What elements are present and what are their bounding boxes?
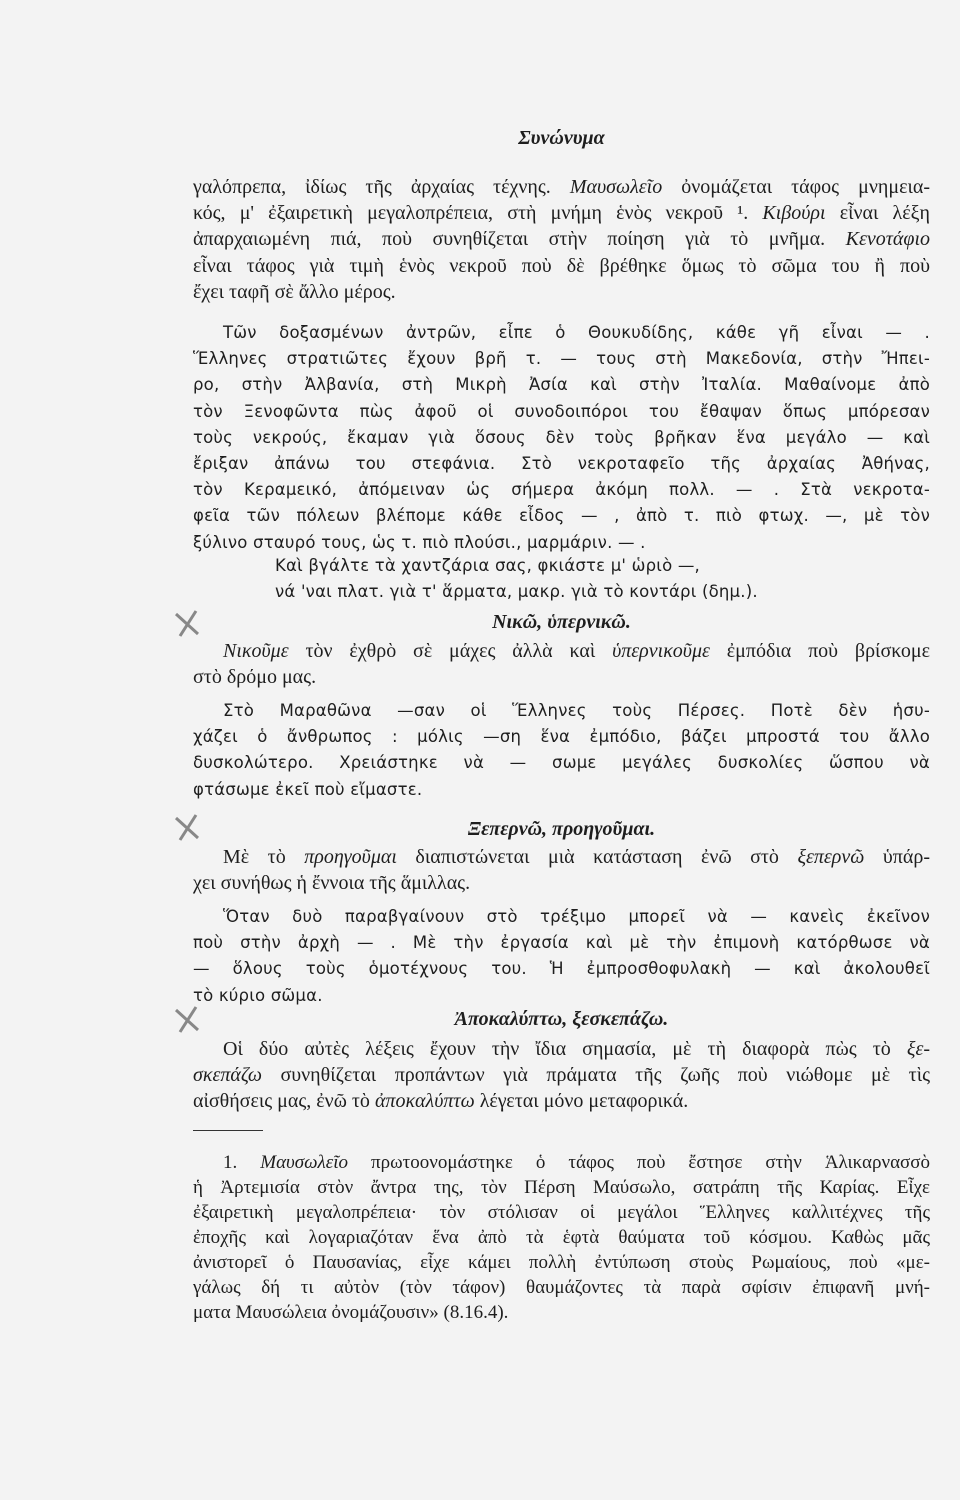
text-run: τὸν Κεραμεικό, ἀπόμειναν ὡς σήμερα ἀκόμη πολλ. — . Στὰ νεκροτα- — [193, 480, 930, 500]
text-line — [193, 372, 930, 398]
italic-term: ὑπερνικοῦμε — [612, 640, 710, 662]
text-line — [193, 1150, 930, 1175]
text-run: Ἕλληνες στρατιῶτες ἔχουν βρῆ τ. — τους στὴ Μακεδονία, στὴν Ἤπει- — [193, 349, 930, 369]
text-line — [193, 904, 930, 930]
footnote-divider — [193, 1130, 263, 1131]
text-line — [193, 530, 930, 556]
text-run: ἡ Ἀρτεμισία στὸν ἄντρα της, τὸν Πέρση Μαύσωλο, σατράπη τῆς Καρίας. Εἶχε — [193, 1177, 930, 1198]
text-run: τὸ κύριο σῶμα. — [193, 985, 323, 1005]
text-line — [193, 930, 930, 956]
italic-term: ἀποκαλύπτω — [374, 1090, 475, 1113]
heading-niko: Νικῶ, ὑπερνικῶ. — [492, 611, 631, 633]
text-line — [275, 579, 875, 605]
text-run: συνηθίζεται προπάντων γιὰ πράματα τῆς ζωῆς ποὺ νιώθομε μὲ τὶς — [261, 1064, 930, 1087]
text-run: Καὶ βγάλτε τὰ χαντζάρια σας, φκιάστε μ' ὡριὸ —, — [275, 556, 700, 575]
text-run: Μὲ τὸ — [223, 846, 305, 868]
text-run: — ὅλους τοὺς ὁμοτέχνους του. Ἡ ἐμπροσθοφυλακὴ — καὶ ἀκολουθεῖ — [193, 959, 930, 979]
text-run: ὑπάρ- — [864, 846, 931, 868]
paragraph-xeperno-definition — [193, 844, 930, 896]
text-line — [193, 1036, 930, 1062]
text-run: τὸν ἐχθρὸ σὲ μάχες ἀλλὰ καὶ — [288, 640, 613, 662]
text-run: ματα Μαυσώλεια ὀνομάζουσιν» (8.16.4). — [193, 1302, 509, 1323]
text-line — [193, 477, 930, 503]
text-run: ποὺ στὴν ἀρχὴ — . Μὲ τὴν ἐργασία καὶ μὲ τὴν ἐπιμονὴ κατόρθωσε νὰ — [193, 933, 930, 953]
italic-term: Κενοτάφιο — [845, 228, 930, 251]
text-run: φτάσωμε ἐκεῖ ποὺ εἴμαστε. — [193, 779, 423, 799]
footnote — [193, 1150, 930, 1325]
paragraph-mausoleum — [193, 174, 930, 305]
paragraph-thucydides — [193, 320, 930, 556]
text-line — [193, 983, 930, 1009]
text-run: γάλως δή τι αὐτὸν (τὸν τάφον) θαυμάζοντες τὰ παρὰ σφίσιν ἐπιφανῆ μνή- — [193, 1277, 930, 1298]
italic-term: Κιβούρι — [762, 202, 826, 225]
text-run: πρωτοονομάστηκε ὁ τάφος ποὺ ἔστησε στὴν Ἁλικαρνασσὸ — [348, 1152, 931, 1173]
text-line — [193, 664, 930, 690]
text-line — [275, 553, 875, 579]
text-line — [193, 750, 930, 776]
text-run: ξύλινο σταυρό τους, ὡς τ. πιὸ πλούσι., μαρμάριν. — . — [193, 532, 646, 552]
text-run: ἀπαρχαιωμένη πιά, ποὺ συνηθίζεται στὴν ποίηση γιὰ τὸ μνῆμα. — [193, 228, 846, 251]
text-line — [193, 1088, 930, 1114]
text-run: ρο, στὴν Ἀλβανία, στὴ Μικρὴ Ἀσία καὶ στὴν Ἰταλία. Μαθαίνομε ἀπὸ — [193, 375, 930, 395]
paragraph-niko-exercise — [193, 698, 930, 803]
text-run: ἀνιστορεῖ ὁ Παυσανίας, εἶχε κάμει πολλὴ ἐντύπωση στοὺς Ρωμαίους, ποὺ «με- — [193, 1252, 930, 1273]
italic-term: Μαυσωλεῖο — [260, 1152, 349, 1173]
text-line — [193, 399, 930, 425]
text-line — [193, 320, 930, 346]
paragraph-apokalypto-definition — [193, 1036, 930, 1115]
text-line — [193, 279, 930, 305]
italic-term: Μαυσωλεῖο — [569, 176, 663, 198]
text-run: λέγεται μόνο μεταφορικά. — [474, 1090, 689, 1113]
text-line — [193, 1175, 930, 1200]
text-run: κός, μ' ἐξαιρετικὴ μεγαλοπρέπεια, στὴ μνήμη ἑνὸς νεκροῦ ¹. — [193, 202, 763, 225]
text-line — [193, 956, 930, 982]
text-run: ἔχει ταφῆ σὲ ἄλλο μέρος. — [193, 280, 396, 303]
text-line — [193, 200, 930, 226]
text-run: τὸν Ξενοφῶντα πὼς ἀφοῦ οἱ συνοδοιπόροι του ἔθαψαν ὅπως μπόρεσαν — [193, 401, 930, 421]
text-line — [193, 451, 930, 477]
italic-term: σκεπάζω — [193, 1064, 262, 1087]
text-line — [193, 226, 930, 252]
paragraph-niko-definition — [193, 638, 930, 690]
text-run: Οἱ δύο αὐτὲς λέξεις ἔχουν τὴν ἴδια σημασία, μὲ τὴ διαφορὰ πὼς τὸ — [223, 1038, 907, 1060]
italic-term: ξε- — [906, 1038, 930, 1060]
text-run: ἐποχῆς καὶ λογαριαζόταν ἕνα ἀπὸ τὰ ἑφτὰ θαύματα τοῦ κόσμου. Καθὼς μᾶς — [193, 1227, 930, 1248]
text-line — [193, 698, 930, 724]
text-run: φεῖα τῶν πόλεων βλέπομε κάθε εἶδος — , ἀπὸ τ. πιὸ φτωχ. —, μὲ τὸν — [193, 506, 930, 526]
text-line — [193, 253, 930, 279]
text-run: αἰσθήσεις μας, ἐνῶ τὸ — [193, 1090, 375, 1113]
text-run: Τῶν δοξασμένων ἀντρῶν, εἶπε ὁ Θουκυδίδης, κάθε γῆ εἶναι — . — [223, 323, 930, 342]
text-run: 1. — [223, 1152, 261, 1173]
text-line — [193, 1062, 930, 1088]
text-run: ἐξαιρετικὴ μεγαλοπρέπεια· τὸν στόλισαν οἱ μεγάλοι Ἕλληνες καλλιτέχνες τῆς — [193, 1202, 930, 1223]
text-run: Ὅταν δυὸ παραβγαίνουν στὸ τρέξιμο μπορεῖ νὰ — κανεὶς ἐκεῖνον — [223, 907, 930, 926]
text-run: νά 'ναι πλατ. γιὰ τ' ἅρματα, μακρ. γιὰ τὸ κοντάρι (δημ.). — [275, 582, 758, 602]
text-line — [193, 346, 930, 372]
text-run: στὸ δρόμο μας. — [193, 666, 317, 689]
text-line — [193, 844, 930, 870]
text-line — [193, 503, 930, 529]
text-line — [193, 724, 930, 750]
italic-term: Νικοῦμε — [223, 640, 289, 662]
text-line — [193, 174, 930, 200]
text-run: ἐμπόδια ποὺ βρίσκομε — [709, 640, 930, 662]
italic-term: προηγοῦμαι — [304, 846, 397, 868]
text-line — [193, 777, 930, 803]
text-run: τοὺς νεκρούς, ἔκαμαν γιὰ ὅσους δὲν τοὺς βρῆκαν ἕνα μεγάλο — καὶ — [193, 427, 930, 447]
text-line — [193, 870, 930, 896]
text-line — [193, 425, 930, 451]
text-run: εἶναι τάφος γιὰ τιμὴ ἑνὸς νεκροῦ ποὺ δὲ βρέθηκε ὅμως τὸ σῶμα του ἢ ποὺ — [193, 254, 930, 277]
heading-apokalypto: Ἀποκαλύπτω, ξεσκεπάζω. — [454, 1008, 669, 1030]
text-line — [193, 1250, 930, 1275]
text-run: δυσκολώτερο. Χρειάστηκε νὰ — σωμε μεγάλες δυσκολίες ὥσπου νὰ — [193, 753, 930, 773]
text-run: γαλόπρεπα, ἰδίως τῆς ἀρχαίας τέχνης. — [193, 176, 570, 198]
text-line — [193, 1275, 930, 1300]
text-line — [193, 1200, 930, 1225]
text-line — [193, 1225, 930, 1250]
text-run: χει συνήθως ἡ ἔννοια τῆς ἅμιλλας. — [193, 872, 471, 895]
text-run: ἔριξαν ἀπάνω του στεφάνια. Στὸ νεκροταφεῖο τῆς ἀρχαίας Ἀθήνας, — [193, 453, 930, 473]
text-line — [193, 638, 930, 664]
text-run: εἶναι λέξη — [825, 202, 931, 225]
text-run: ὀνομάζεται τάφος μνημεια- — [662, 176, 930, 198]
italic-term: ξεπερνῶ — [797, 846, 865, 868]
paragraph-xeperno-exercise — [193, 904, 930, 1009]
text-run: χάζει ὁ ἄνθρωπος : μόλις —ση ἕνα ἐμπόδιο, βάζει μπροστά του ἄλλο — [193, 727, 930, 747]
text-run: Στὸ Μαραθῶνα —σαν οἱ Ἕλληνες τοὺς Πέρσες. Ποτὲ δὲν ἡσυ- — [223, 701, 930, 720]
heading-xeperno: Ξεπερνῶ, προηγοῦμαι. — [467, 818, 656, 840]
text-run: διαπιστώνεται μιὰ κατάσταση ἐνῶ στὸ — [396, 846, 798, 868]
page-title: Συνώνυμα — [518, 127, 605, 149]
poem-quote — [275, 553, 875, 605]
text-line — [193, 1300, 930, 1325]
